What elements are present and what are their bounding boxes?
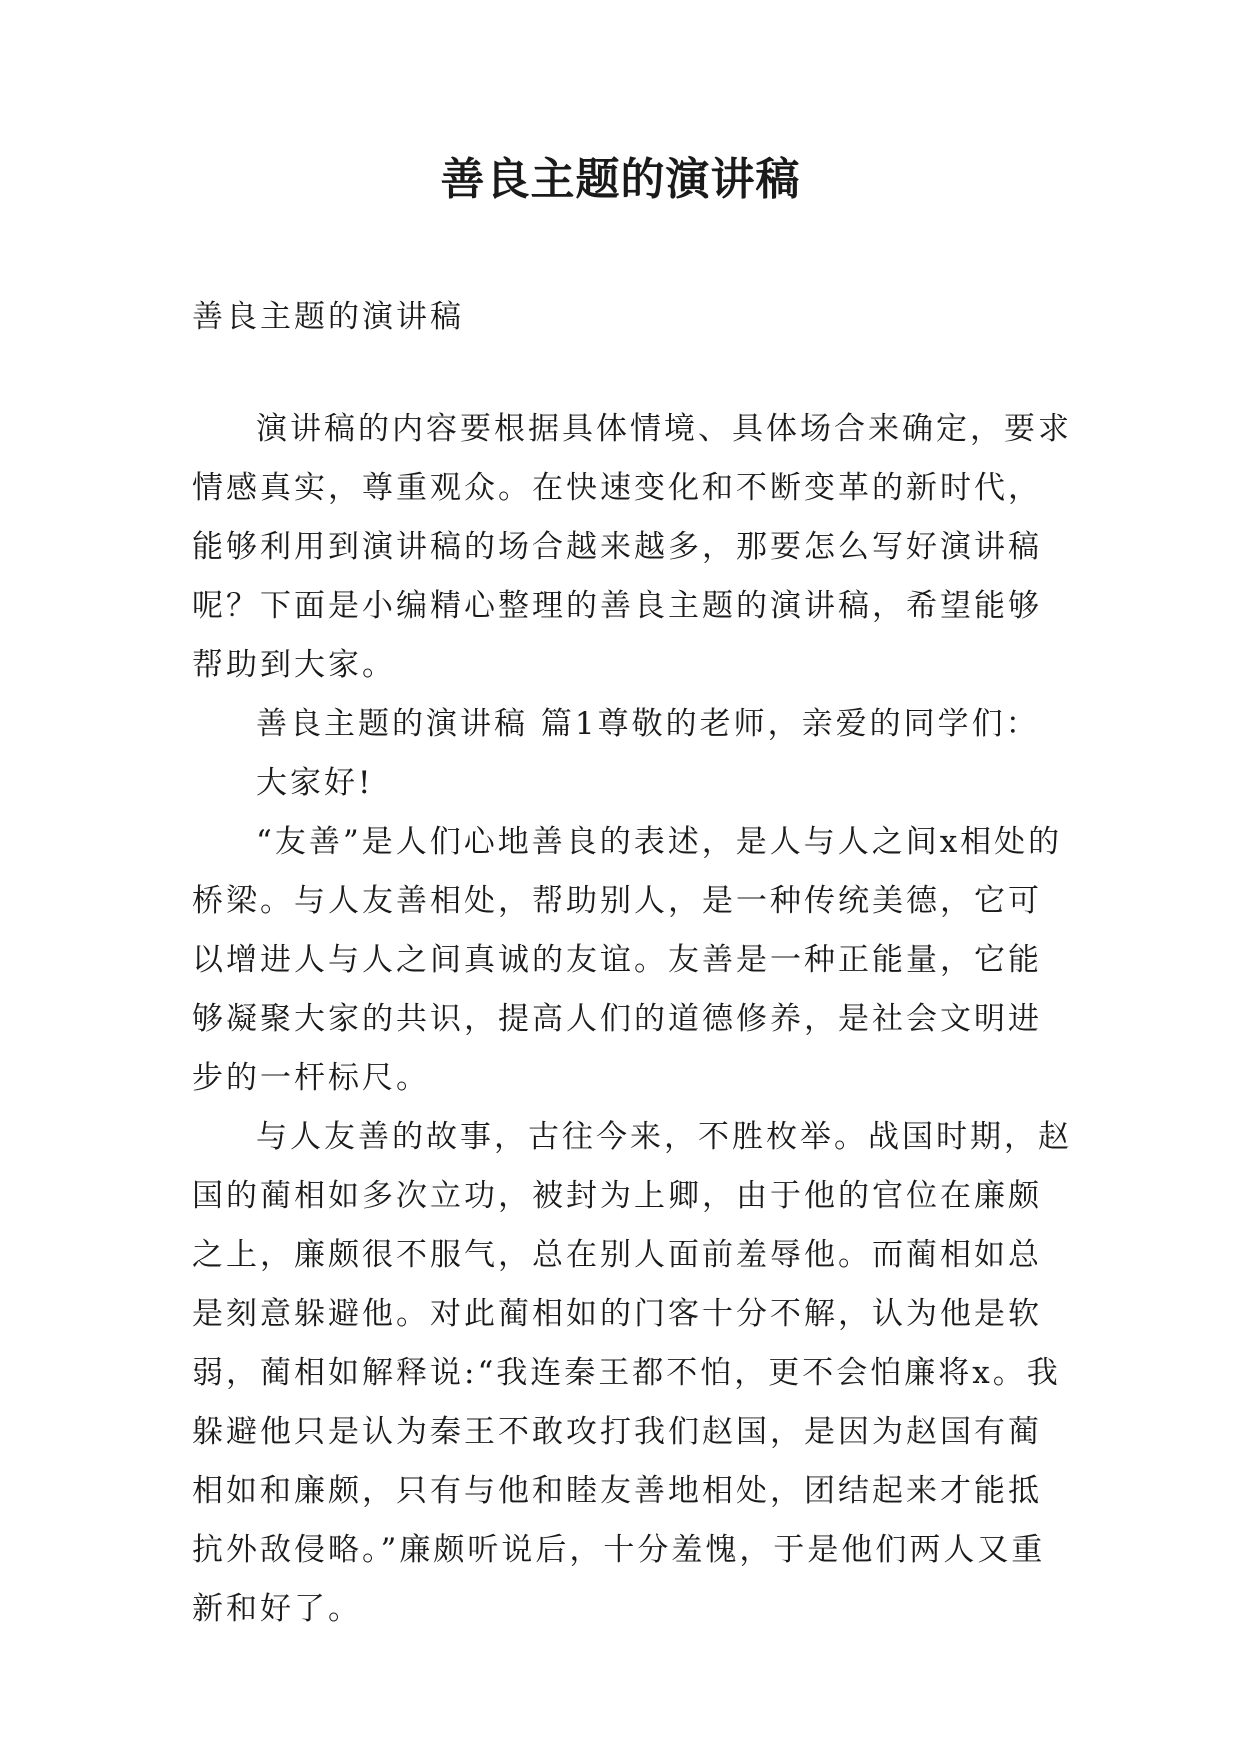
document-title: 善良主题的演讲稿	[440, 154, 801, 205]
paragraph-intro: 演讲稿的内容要根据具体情境、具体场合来确定，要求情感真实，尊重观众。在快速变化和不断变革的新时代，能够利用到演讲稿的场合越来越多，那要怎么写好演讲稿呢？下面是小编精心整理的善良主题的演讲稿，希望能够帮助到大家。	[192, 411, 1072, 683]
paragraph-greeting: 大家好!	[256, 765, 374, 801]
paragraph-story: 与人友善的故事，古往今来，不胜枚举。战国时期，赵国的蔺相如多次立功，被封为上卿，由于他的官位在廉颇之上，廉颇很不服气，总在别人面前羞辱他。而蔺相如总是刻意躲避他。对此蔺相如的门客十分不解，认为他是软弱，蔺相如解释说:“我连秦王都不怕，更不会怕廉将x。我躲避他只是认为秦王不敢攻打我们赵国，是因为赵国有蔺相如和廉颇，只有与他和睦友善地相处，团结起来才能抵抗外敌侵略。”廉颇听说后，十分羞愧，于是他们两人又重新和好了。	[192, 1119, 1072, 1627]
paragraph-friendliness: “友善”是人们心地善良的表述，是人与人之间x相处的桥梁。与人友善相处，帮助别人，是一种传统美德，它可以增进人与人之间真诚的友谊。友善是一种正能量，它能够凝聚大家的共识，提高人们的道德修养，是社会文明进步的一杆标尺。	[192, 824, 1063, 1096]
document-body	[192, 288, 1072, 1639]
paragraph-salutation: 善良主题的演讲稿 篇1尊敬的老师，亲爱的同学们：	[256, 706, 1040, 742]
document-subtitle: 善良主题的演讲稿	[192, 299, 464, 335]
